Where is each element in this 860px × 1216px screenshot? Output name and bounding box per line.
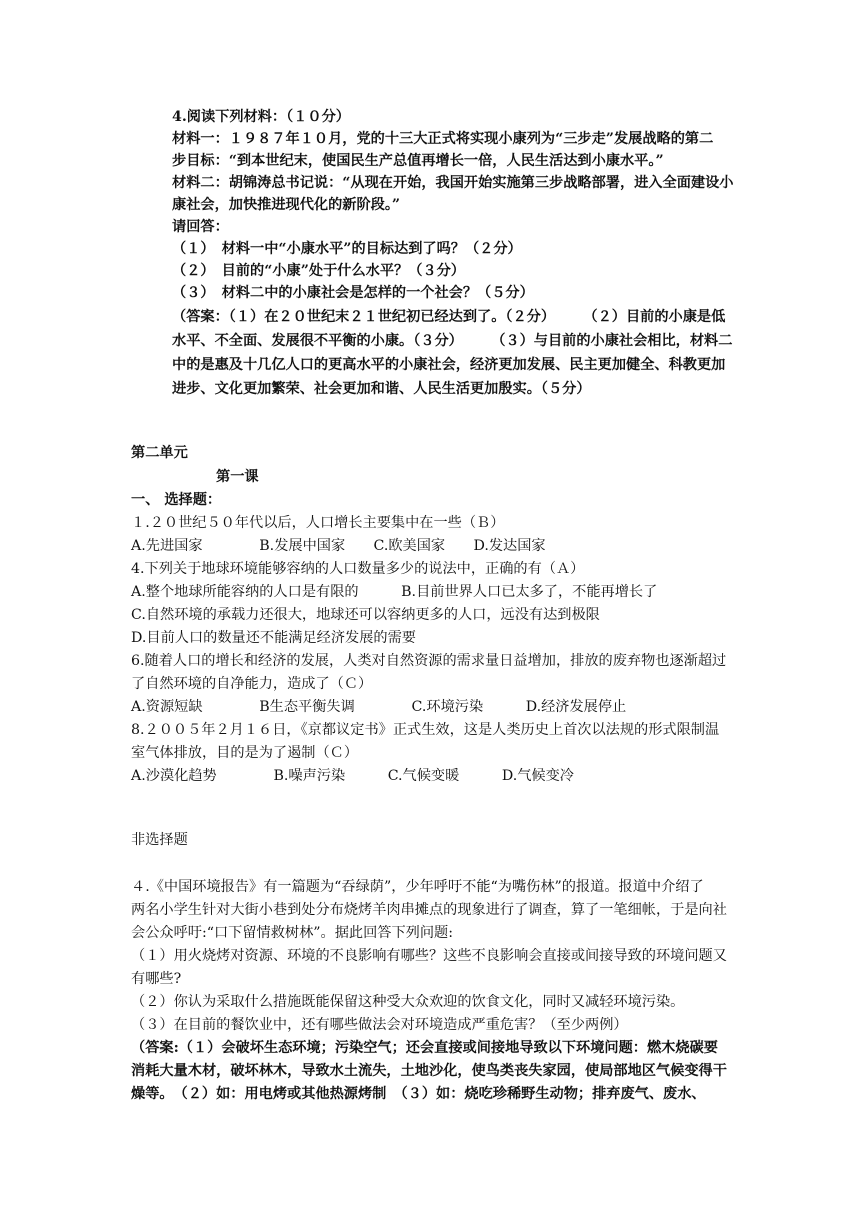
choice-question: 4.下列关于地球环境能够容纳的人口数量多少的说法中，正确的有（Ａ） — [131, 561, 585, 577]
choice-question: 6.随着人口的增长和经济的发展，人类对自然资源的需求量日益增加，排放的废弃物也逐渐超过 — [131, 653, 727, 669]
question-text: ４.《中国环境报告》有一篇题为“吞绿荫”，少年呼吁不能“为嘴伤林”的报道。报道中介绍了 — [131, 879, 704, 895]
answer-line: 进步、文化更加繁荣、社会更加和谐、人民生活更加殷实。（５分） — [172, 381, 591, 397]
sub-question: （３）在目前的餐饮业中，还有哪些做法会对环境造成严重危害？（至少两例） — [131, 1017, 628, 1033]
material-line: 步目标：“到本世纪末，使国民生产总值再增长一倍，人民生活达到小康水平。” — [172, 153, 664, 169]
material-line: 材料二：胡锦涛总书记说：“从现在开始，我国开始实施第三步战略部署，进入全面建设小 — [172, 175, 734, 191]
sub-question: （１）用火烧烤对资源、环境的不良影响有哪些？这些不良影响会直接或间接导致的环境问题又 — [131, 948, 727, 964]
nonchoice-section-heading: 非选择题 — [131, 832, 188, 848]
choice-section-heading: 一、 选择题： — [131, 492, 222, 508]
choice-options: A.资源短缺 B生态平衡失调 C.环境污染 D.经济发展停止 — [131, 699, 627, 715]
sub-question: （２）你认为采取什么措施既能保留这种受大众欢迎的饮食文化，同时又减轻环境污染。 — [131, 994, 685, 1010]
unit-title: 第二单元 — [131, 445, 188, 461]
answer-line: 中的是惠及十几亿人口的更高水平的小康社会，经济更加发展、民主更加健全、科教更加 — [172, 357, 726, 373]
material-line: 材料一：１９８７年１０月，党的十三大正式将实现小康列为“三步走”发展战略的第二 — [172, 131, 714, 147]
choice-options: D.目前人口的数量还不能满足经济发展的需要 — [131, 630, 416, 646]
sub-question: （１） 材料一中“小康水平”的目标达到了吗？（２分） — [172, 241, 522, 257]
choice-options: C.自然环境的承载力还很大，地球还可以容纳更多的人口，远没有达到极限 — [131, 607, 600, 623]
sub-question: （３） 材料二中的小康社会是怎样的一个社会？（５分） — [172, 285, 534, 301]
sub-question: 有哪些? — [131, 971, 182, 987]
choice-question: 8.２００５年２月１６日，《京都议定书》正式生效，这是人类历史上首次以法规的形式限制温 — [131, 722, 720, 738]
choice-options: A.沙漠化趋势 B.噪声污染 C.气候变暖 D.气候变冷 — [131, 768, 574, 784]
answer-line: 燥等。 （２）如：用电烤或其他热源烤制 （３）如：烧吃珍稀野生动物；排弃废气、废水、 — [131, 1086, 706, 1102]
material-line: 康社会，加快推进现代化的新阶段。” — [172, 197, 401, 213]
answer-line: （答案：（１）在２０世纪末２１世纪初已经达到了。（２分） （２）目前的小康是低 — [172, 309, 726, 325]
question-text: 会公众呼吁:“口下留情救树林”。据此回答下列问题: — [131, 925, 454, 941]
answer-line: 消耗大量木材，破坏林木，导致水土流失，土地沙化，使鸟类丧失家园，使局部地区气候变得干 — [131, 1063, 727, 1079]
question-4-heading: 4.阅读下列材料：（１０分） — [172, 109, 350, 125]
choice-options: A.整个地球所能容纳的人口是有限的 B.目前世界人口已太多了，不能再增长了 — [131, 584, 658, 600]
answer-line: （答案:（１）会破坏生态环境；污染空气；还会直接或间接地导致以下环境问题：燃木烧碳要 — [131, 1040, 718, 1056]
please-answer-label: 请回答： — [172, 219, 229, 235]
choice-question: 室气体排放，目的是为了遏制（Ｃ） — [131, 745, 359, 761]
answer-line: 水平、不全面、发展很不平衡的小康。（３分） （３）与目前的小康社会相比，材料二 — [172, 333, 733, 349]
question-text: 两名小学生针对大街小巷到处分布烧烤羊肉串摊点的现象进行了调查，算了一笔细帐，于是向社 — [131, 902, 727, 918]
choice-options: A.先进国家 B.发展中国家 C.欧美国家 D.发达国家 — [131, 538, 546, 554]
choice-question: 了自然环境的自净能力，造成了（Ｃ） — [131, 676, 373, 692]
choice-question: １.２０世纪５０年代以后，人口增长主要集中在一些（Ｂ） — [131, 515, 505, 531]
lesson-title: 第一课 — [216, 469, 259, 485]
sub-question: （２） 目前的“小康”处于什么水平？（３分） — [172, 263, 465, 279]
